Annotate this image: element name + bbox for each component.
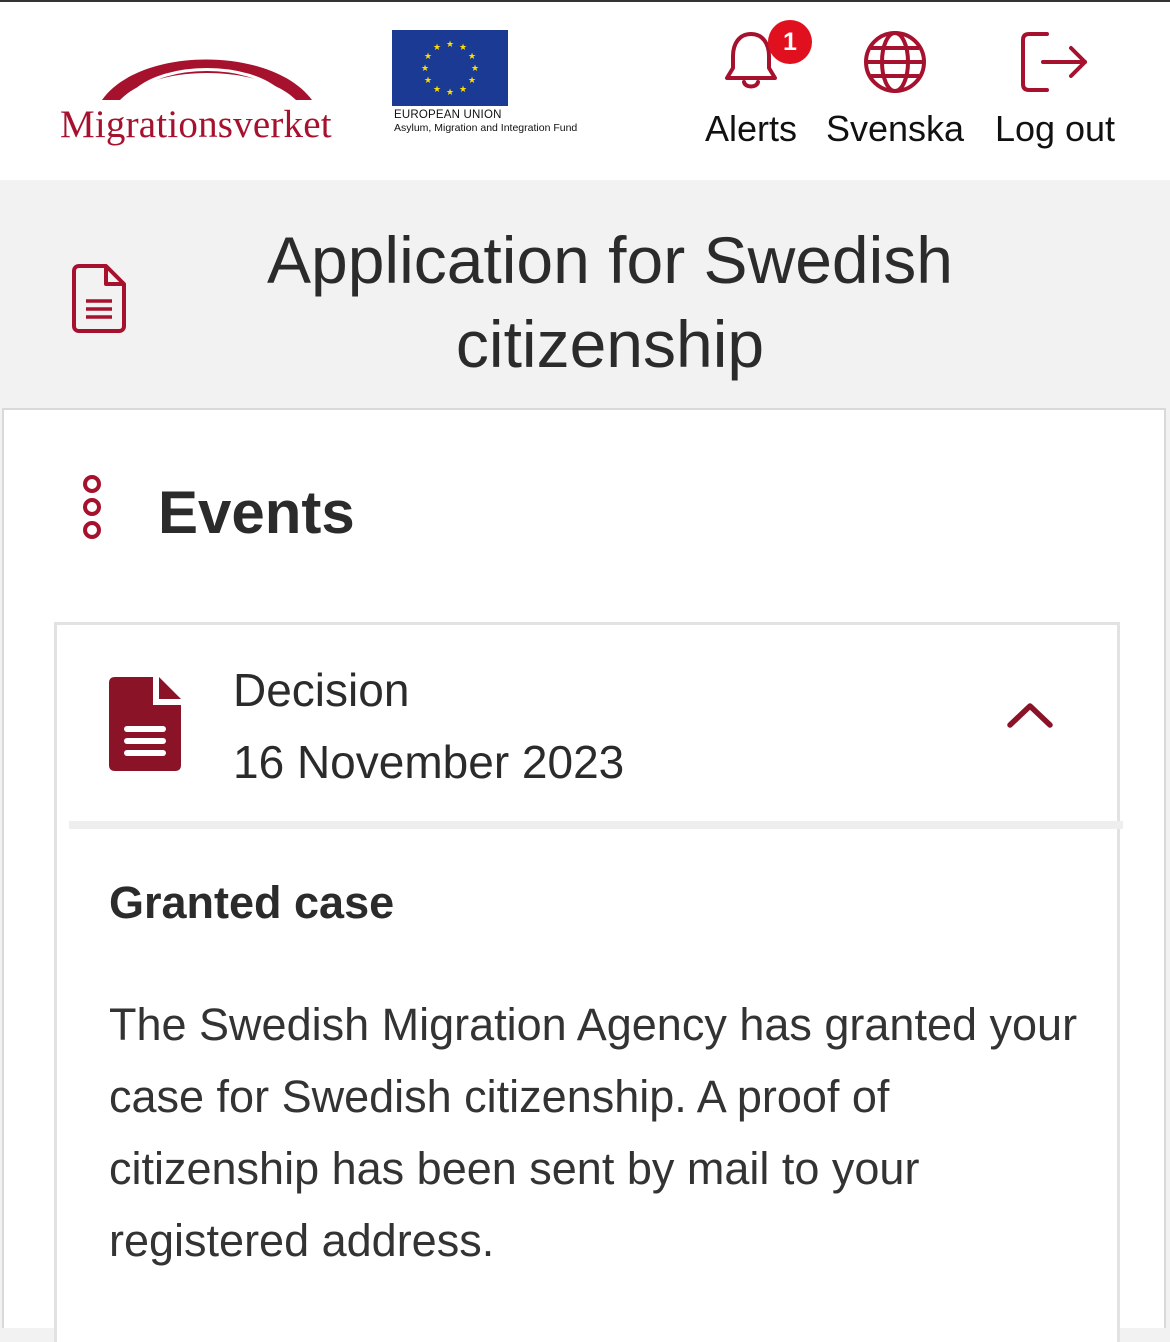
- result-description: The Swedish Migration Agency has granted your case for Swedish citizenship. A proof of citizenship has been sent by mail to your registered address.: [109, 999, 1078, 1266]
- event-type: Decision: [233, 664, 410, 716]
- migrationsverket-logo[interactable]: [60, 38, 352, 148]
- alerts-count-badge: 1: [768, 20, 812, 64]
- document-icon: [70, 263, 128, 340]
- logout-label: Log out: [994, 108, 1116, 149]
- eu-subtitle: Asylum, Migration and Integration Fund: [394, 122, 578, 134]
- svg-text:★: ★: [423, 52, 433, 62]
- logout-icon: [1019, 30, 1091, 94]
- svg-text:★: ★: [470, 64, 480, 74]
- svg-text:★: ★: [432, 85, 442, 95]
- events-panel: [2, 408, 1166, 1328]
- svg-text:★: ★: [445, 40, 455, 50]
- page-title-bar: [0, 180, 1170, 408]
- timeline-icon: [80, 474, 104, 549]
- language-button[interactable]: [820, 28, 970, 158]
- svg-text:★: ★: [458, 85, 468, 95]
- logo-text: Migrationsverket: [60, 103, 332, 146]
- language-label: Svenska: [825, 108, 965, 149]
- eu-flag-icon: [392, 30, 508, 106]
- document-filled-icon: [109, 675, 185, 780]
- svg-text:★: ★: [467, 76, 477, 86]
- event-date: 16 November 2023: [233, 736, 625, 788]
- logout-button[interactable]: [988, 28, 1122, 158]
- alerts-label: Alerts: [704, 108, 798, 149]
- logo-arch-icon: [100, 38, 314, 102]
- svg-text:★: ★: [445, 88, 455, 98]
- svg-text:★: ★: [458, 43, 468, 53]
- result-title: Granted case: [109, 877, 395, 928]
- site-header: [0, 2, 1170, 180]
- eu-title: EUROPEAN UNION: [394, 109, 502, 121]
- card-divider: [69, 821, 1123, 829]
- chevron-up-icon[interactable]: [1005, 699, 1055, 736]
- eu-logo: [392, 30, 578, 150]
- event-card: [54, 622, 1120, 1342]
- events-heading: Events: [158, 479, 355, 546]
- page-title: Application for Swedish citizenship: [266, 223, 954, 381]
- event-card-header[interactable]: [57, 625, 1117, 825]
- svg-text:★: ★: [432, 43, 442, 53]
- globe-icon: [861, 28, 929, 96]
- svg-text:★: ★: [420, 64, 430, 74]
- svg-text:★: ★: [467, 52, 477, 62]
- svg-text:★: ★: [423, 76, 433, 86]
